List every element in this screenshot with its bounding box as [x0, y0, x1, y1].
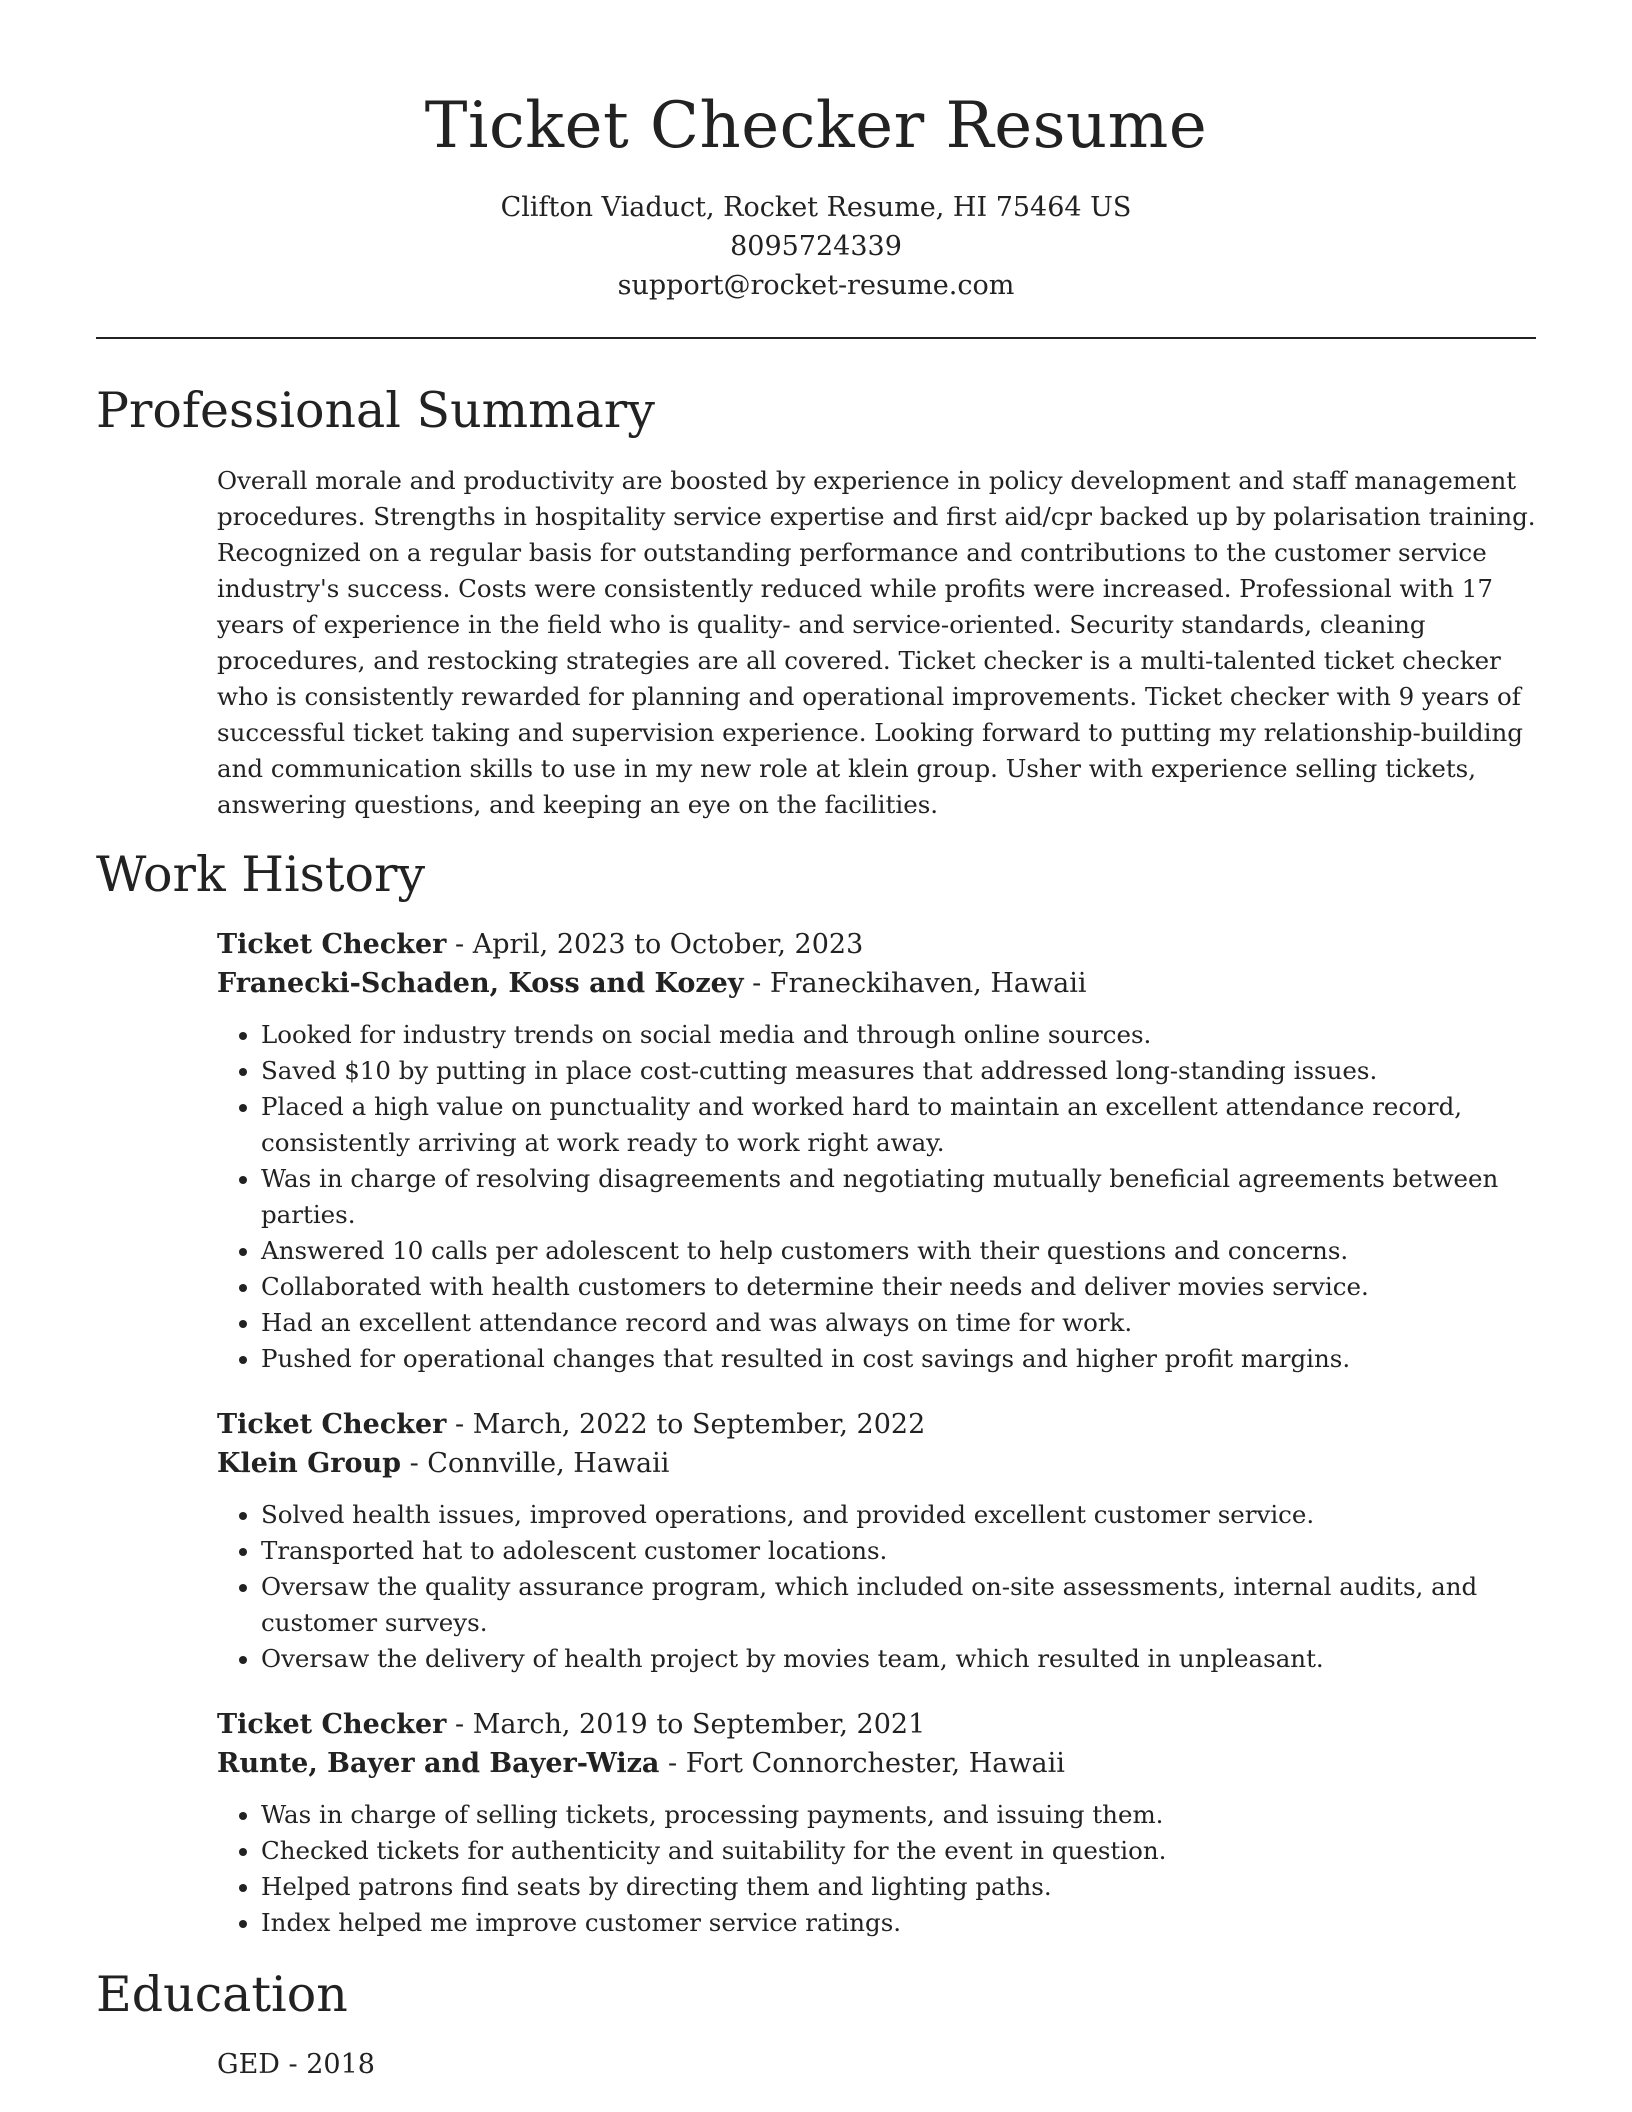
job-bullets [217, 1017, 1536, 1377]
resume-title: Ticket Checker Resume [424, 89, 1208, 163]
job-location: - Connville, Hawaii [401, 1448, 670, 1479]
list-item: • Transported hat to adolescent customer locations. [261, 1533, 1536, 1569]
job-dates: - April, 2023 to October, 2023 [446, 929, 864, 960]
job-title-line [217, 1705, 1536, 1744]
list-item: • Looked for industry trends on social media and through online sources. [261, 1017, 1536, 1053]
list-item: • Solved health issues, improved operations, and provided excellent customer service. [261, 1497, 1536, 1533]
job-company: Klein Group [217, 1448, 401, 1479]
job-bullets [217, 1797, 1536, 1941]
job-location: - Franeckihaven, Hawaii [743, 968, 1087, 999]
job-title: Ticket Checker [217, 929, 447, 960]
education-heading: Education [96, 1966, 348, 2023]
contact-address: Clifton Viaduct, Rocket Resume, HI 75464 US [500, 192, 1132, 223]
job-dates: - March, 2022 to September, 2022 [446, 1409, 926, 1440]
list-item: • Index helped me improve customer service ratings. [261, 1905, 1536, 1941]
education-section [96, 2045, 1536, 2084]
job-title-line [217, 1405, 1536, 1444]
work-history-heading: Work History [96, 846, 426, 903]
list-item: • Oversaw the delivery of health project by movies team, which resulted in unpleasant. [261, 1641, 1536, 1677]
job-company-line [217, 1444, 1536, 1483]
education-degree: GED [217, 2049, 280, 2080]
education-year: - 2018 [279, 2049, 375, 2080]
job-company-line [217, 1744, 1536, 1783]
job-title: Ticket Checker [217, 1709, 447, 1740]
list-item: • Collaborated with health customers to determine their needs and deliver movies service. [261, 1269, 1536, 1305]
list-item: • Had an excellent attendance record and was always on time for work. [261, 1305, 1536, 1341]
resume-header [96, 0, 1536, 305]
header-divider [96, 337, 1536, 339]
job-entry [217, 1405, 1536, 1677]
list-item: • Was in charge of resolving disagreements and negotiating mutually beneficial agreements between parties. [261, 1161, 1536, 1233]
work-history-section [96, 925, 1536, 1941]
contact-email: support@rocket-resume.com [617, 270, 1015, 301]
contact-phone: 8095724339 [730, 231, 902, 262]
summary-heading: Professional Summary [96, 382, 655, 439]
summary-section [96, 463, 1536, 823]
contact-block [96, 188, 1536, 305]
list-item: • Was in charge of selling tickets, processing payments, and issuing them. [261, 1797, 1536, 1833]
summary-text: Overall morale and productivity are boosted by experience in policy development and staff management procedures. Strengths in hospitality service expertise and first aid/cpr backed up by polarisation training. Recognized on a regular basis for outstanding performance and contributions to the customer service industry's success. Costs were consistently reduced while profits were increased. Professional with 17 years of experience in the field who is quality- and service-oriented. Security standards, cleaning procedures, and restocking strategies are all covered. Ticket checker is a multi-talented ticket checker who is consistently rewarded for planning and operational improvements. Ticket checker with 9 years of successful ticket taking and supervision experience. Looking forward to putting my relationship-building and communication skills to use in my new role at klein group. Usher with experience selling tickets, answering questions, and keeping an eye on the facilities. [217, 466, 1536, 819]
list-item: • Checked tickets for authenticity and suitability for the event in question. [261, 1833, 1536, 1869]
job-company: Franecki-Schaden, Koss and Kozey [217, 968, 744, 999]
job-entry [217, 1705, 1536, 1941]
job-title: Ticket Checker [217, 1409, 447, 1440]
list-item: • Placed a high value on punctuality and worked hard to maintain an excellent attendance record, consistently arriving at work ready to work right away. [261, 1089, 1536, 1161]
job-dates: - March, 2019 to September, 2021 [446, 1709, 926, 1740]
list-item: • Helped patrons find seats by directing them and lighting paths. [261, 1869, 1536, 1905]
job-bullets [217, 1497, 1536, 1677]
list-item: • Saved $10 by putting in place cost-cutting measures that addressed long-standing issues. [261, 1053, 1536, 1089]
list-item: • Answered 10 calls per adolescent to help customers with their questions and concerns. [261, 1233, 1536, 1269]
list-item: • Pushed for operational changes that resulted in cost savings and higher profit margins. [261, 1341, 1536, 1377]
job-location: - Fort Connorchester, Hawaii [659, 1748, 1065, 1779]
list-item: • Oversaw the quality assurance program, which included on-site assessments, internal audits, and customer surveys. [261, 1569, 1536, 1641]
education-entry [217, 2045, 1536, 2084]
job-entry [217, 925, 1536, 1377]
job-company: Runte, Bayer and Bayer-Wiza [217, 1748, 660, 1779]
job-company-line [217, 964, 1536, 1003]
job-title-line [217, 925, 1536, 964]
